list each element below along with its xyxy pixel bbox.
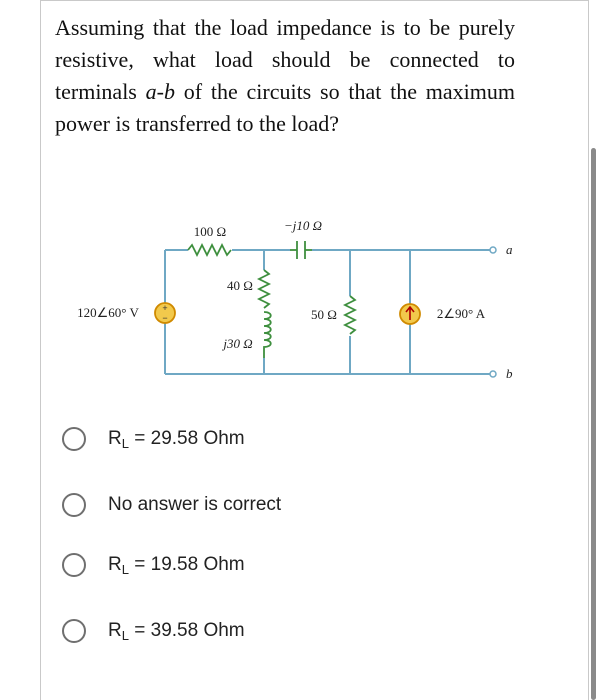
question-text: [55, 12, 515, 140]
option-3[interactable]: [62, 550, 462, 580]
question-terminals: a-b: [145, 79, 175, 104]
capacitor-symbol: [290, 241, 312, 259]
option-4-label: [108, 620, 245, 643]
resistor-40-symbol: [259, 270, 269, 308]
label-current-source: 2∠90° A: [436, 306, 486, 321]
circuit-diagram: [60, 208, 530, 388]
label-voltage-source: 120∠60° V: [77, 305, 139, 320]
radio-option-4[interactable]: [62, 619, 86, 643]
option-1-sub: L: [121, 435, 129, 451]
radio-option-3[interactable]: [62, 553, 86, 577]
label-50-ohm: 50 Ω: [311, 307, 337, 322]
label-terminal-b: b: [506, 366, 513, 381]
option-3-prefix: R: [108, 553, 122, 575]
scrollbar[interactable]: [591, 148, 596, 700]
option-1[interactable]: [62, 424, 462, 454]
resistor-50-symbol: [345, 296, 355, 334]
option-1-value: = 29.58 Ohm: [128, 427, 245, 449]
radio-option-2[interactable]: [62, 493, 86, 517]
label-inductor: j30 Ω: [223, 336, 253, 351]
option-4[interactable]: [62, 616, 462, 646]
option-4-prefix: R: [108, 619, 122, 641]
label-capacitor: −j10 Ω: [283, 218, 323, 233]
terminal-a-node: [490, 247, 496, 253]
option-1-prefix: R: [108, 427, 122, 449]
voltage-source-symbol: [155, 303, 175, 323]
option-2-label: No answer is correct: [108, 494, 282, 515]
option-4-value: = 39.58 Ohm: [128, 619, 245, 641]
option-4-sub: L: [121, 627, 129, 643]
option-3-label: [108, 554, 245, 577]
terminal-b-node: [490, 371, 496, 377]
current-source-symbol: [400, 304, 420, 324]
vsrc-minus-sign: −: [162, 313, 168, 323]
label-40-ohm: 40 Ω: [227, 278, 253, 293]
label-terminal-a: a: [506, 242, 513, 257]
radio-option-1[interactable]: [62, 427, 86, 451]
label-100-ohm: 100 Ω: [193, 224, 227, 239]
vsrc-plus-sign: +: [162, 303, 168, 313]
option-2[interactable]: [62, 490, 462, 520]
option-3-value: = 19.58 Ohm: [128, 553, 245, 575]
inductor-symbol: [264, 312, 271, 358]
option-3-sub: L: [121, 561, 129, 577]
question-text-part1: Assuming that the load impedance is to be purely resistive, what load should be connected to terminals: [55, 15, 515, 104]
option-1-label: [108, 428, 245, 451]
resistor-100-symbol: [188, 245, 231, 255]
question-text-part2: of the circuits so that the maximum power is transferred to the load?: [55, 79, 515, 136]
